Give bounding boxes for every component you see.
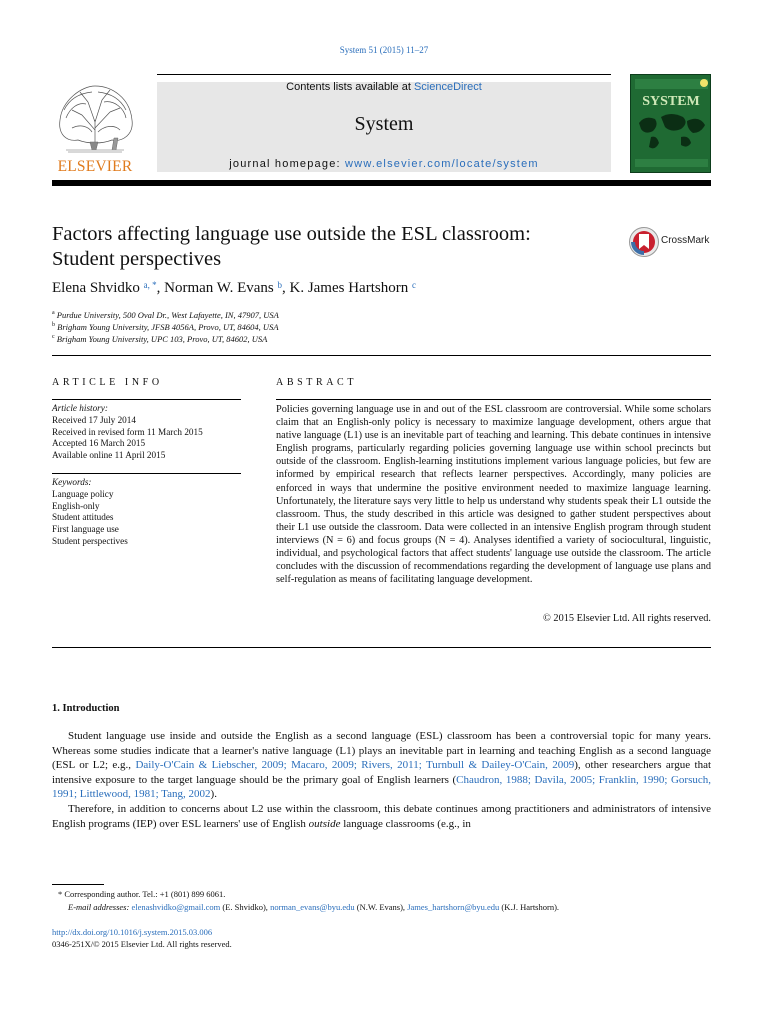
- header-top-rule: [157, 74, 611, 75]
- paragraph-text: language classrooms (e.g., in: [340, 817, 471, 830]
- keyword: English-only: [52, 500, 100, 511]
- citation-link[interactable]: Chaudron, 1988; Davila, 2005; Franklin, 1990; Gorsuch, 1991; Littlewood, 1981; Tang, 2002: [52, 773, 711, 801]
- author-list: [52, 280, 692, 297]
- keywords-rule: [52, 473, 241, 474]
- author: [164, 280, 289, 296]
- header-thick-rule: [52, 180, 711, 186]
- email-link[interactable]: norman_evans@byu.edu: [270, 902, 355, 912]
- author-affiliation-marker[interactable]: a, *: [143, 280, 157, 290]
- history-item: Received in revised form 11 March 2015: [52, 426, 203, 437]
- history-item: Available online 11 April 2015: [52, 450, 166, 461]
- elsevier-wordmark: ELSEVIER: [57, 158, 133, 175]
- journal-homepage: [157, 158, 611, 170]
- keyword: First language use: [52, 524, 119, 535]
- contents-line: [157, 81, 611, 93]
- sciencedirect-link[interactable]: ScienceDirect: [413, 81, 482, 93]
- email-link[interactable]: James_hartshorn@byu.edu: [407, 902, 500, 912]
- introduction-heading: 1. Introduction: [52, 703, 120, 714]
- history-item: Accepted 16 March 2015: [52, 438, 146, 449]
- affiliation-marker: a: [52, 310, 55, 316]
- article-info-rule: [52, 399, 241, 400]
- article-title: [52, 222, 612, 272]
- article-info-heading: ARTICLE INFO: [52, 377, 163, 388]
- abstract-heading: ABSTRACT: [276, 377, 358, 388]
- email-addresses: [52, 901, 752, 913]
- affiliation-marker: b: [52, 322, 55, 328]
- author-affiliation-marker[interactable]: c: [411, 280, 416, 290]
- author: [289, 280, 415, 296]
- journal-homepage-link[interactable]: www.elsevier.com/locate/system: [345, 158, 539, 170]
- email-owner: (K.J. Hartshorn).: [499, 902, 560, 912]
- affiliation: [52, 331, 652, 345]
- abstract-text: Policies governing language use in and out of the ESL classroom are controversial. While some scholars claim that an English-only policy is necessary to maximize language development, others argue that native language (L1) use is an inevitable part of teaching and learning. This debate continues in intensive English programs, particularly regarding policies governing language use within school precincts but outside of the classroom. English-learning institutions implement various language policies, but few are informed by empirical research that reflects learner perspectives. Accordingly, many policies are enforced in ways that undermine the positive environment needed to maximize language learning. Unfortunately, the literature says very little to help us understand why students speak their L1 outside the classroom. Thus, the study described in this article was designed to gather student perspectives about their L1 use outside the classroom. Data were collected in an intensive English program through student interviews (N = 6) and focus groups (N = 4). Analyses identified a variety of sociocultural, linguistic, individual, and psychological factors that affect students' language use outside the classroom. The article concludes with the discussion of recommendations regarding the development of language use plans and self-regulation as means of facilitating language development.: [276, 404, 711, 586]
- paragraph-text: Student language use inside and outside the English as a second language (ESL) classroom has been a controversial topic for many years. Whereas some studies indicate that a learner's native language (L1) plays an inevitable part in learning and teaching English as a second language (ESL or L2; e.g.,: [52, 730, 711, 772]
- abstract-copyright: © 2015 Elsevier Ltd. All rights reserved.: [543, 613, 711, 624]
- cover-title: SYSTEM: [642, 94, 700, 109]
- history-item: Received 17 July 2014: [52, 414, 136, 425]
- intro-paragraph-2: [52, 802, 711, 831]
- homepage-prefix: journal homepage:: [229, 158, 346, 170]
- author-separator: ,: [281, 280, 290, 296]
- keyword: Language policy: [52, 488, 114, 499]
- keywords: [52, 477, 241, 548]
- article-title-line-1: Factors affecting language use outside the ESL classroom:: [52, 223, 531, 245]
- running-header: System 51 (2015) 11–27: [339, 45, 429, 55]
- keywords-label: Keywords:: [52, 477, 92, 487]
- email-label: E-mail addresses:: [68, 902, 132, 912]
- journal-cover-art: [631, 75, 711, 173]
- citation-link[interactable]: Daily-O'Cain & Liebscher, 2009; Macaro, 2009; Rivers, 2011; Turnbull & Dailey-O'Cain, 2009: [135, 759, 575, 772]
- doi-line: [52, 926, 752, 938]
- crossmark-label: CrossMark: [661, 235, 710, 246]
- article-title-line-2: Student perspectives: [52, 248, 222, 270]
- email-owner: (E. Shvidko),: [220, 902, 271, 912]
- contents-prefix: Contents lists available at: [286, 81, 414, 93]
- intro-paragraph-1: [52, 729, 711, 802]
- doi-link[interactable]: http://dx.doi.org/10.1016/j.system.2015.03.006: [52, 927, 213, 937]
- corresponding-author-note: * Corresponding author. Tel.: +1 (801) 899 6061.: [58, 889, 226, 899]
- journal-cover-image[interactable]: [630, 74, 711, 173]
- footnote-rule: [52, 884, 104, 885]
- paragraph-text: ), other researchers argue that intensive exposure to the target language should be the primary goal of English learners (: [52, 759, 712, 786]
- article-history: [52, 403, 241, 462]
- keyword: Student perspectives: [52, 535, 128, 546]
- issn-line: 0346-251X/© 2015 Elsevier Ltd. All rights reserved.: [52, 939, 232, 949]
- section-divider: [52, 647, 711, 648]
- author: [52, 280, 164, 296]
- author-name: Norman W. Evans: [164, 280, 274, 296]
- email-owner: (N.W. Evans),: [354, 902, 408, 912]
- affiliation-text: Brigham Young University, JFSB 4056A, Provo, UT, 84604, USA: [57, 321, 279, 332]
- author-separator: ,: [156, 280, 165, 296]
- article-history-label: Article history:: [52, 403, 108, 413]
- paragraph-text: Therefore, in addition to concerns about L2 use within the classroom, this debate continues among practitioners and administrators of intensive English programs (IEP) over ESL learners' use of English: [52, 803, 711, 830]
- author-name: Elena Shvidko: [52, 280, 140, 296]
- affiliation-text: Brigham Young University, UPC 103, Provo, UT, 84602, USA: [56, 333, 268, 344]
- affiliation-marker: c: [52, 334, 55, 340]
- author-affiliation-marker[interactable]: b: [277, 280, 282, 290]
- section-divider: [52, 355, 711, 356]
- email-link[interactable]: elenashvidko@gmail.com: [131, 902, 221, 912]
- emphasis-text: outside: [308, 817, 341, 830]
- author-name: K. James Hartshorn: [289, 280, 409, 296]
- affiliation-text: Purdue University, 500 Oval Dr., West Lafayette, IN, 47907, USA: [56, 309, 279, 320]
- keyword: Student attitudes: [52, 512, 114, 523]
- crossmark-badge[interactable]: [627, 226, 713, 258]
- journal-name: System: [354, 113, 414, 135]
- paragraph-text: ).: [210, 788, 217, 801]
- abstract-rule: [276, 399, 711, 400]
